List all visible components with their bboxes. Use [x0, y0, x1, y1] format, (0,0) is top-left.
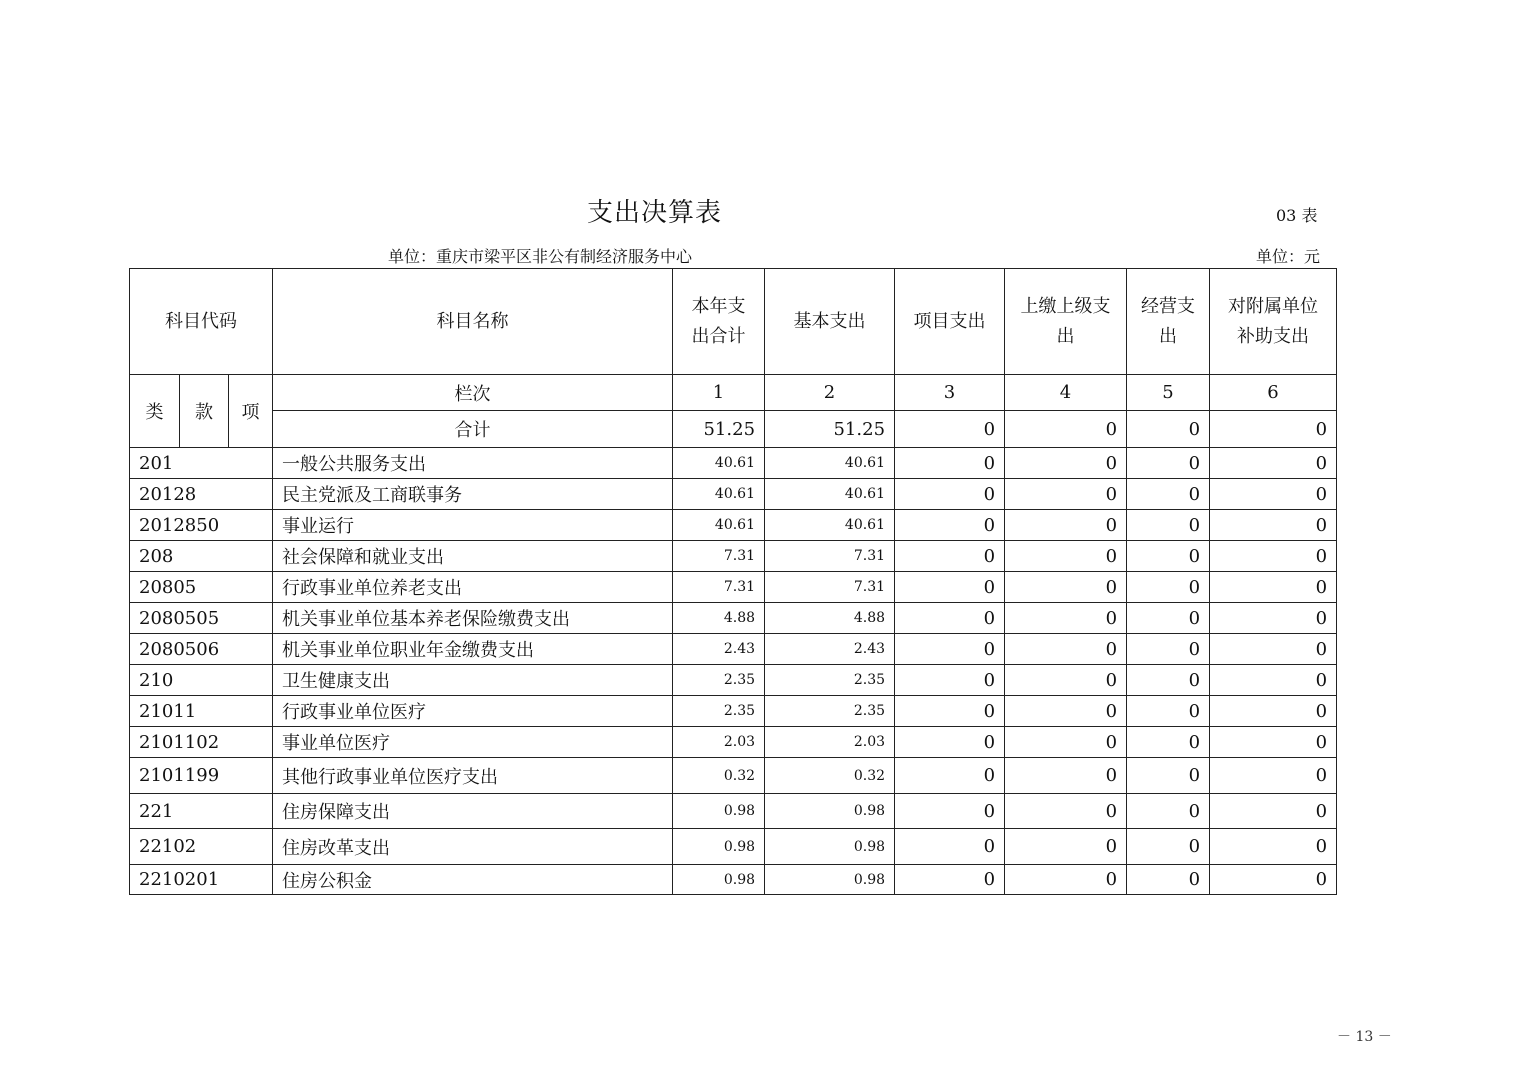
amount-cell: 0 — [1005, 665, 1127, 696]
subject-code: 2080505 — [130, 603, 273, 634]
amount-cell: 0 — [1005, 758, 1127, 794]
page-number: － 13 － — [1337, 1029, 1392, 1045]
amount-cell: 0.98 — [673, 865, 765, 895]
amount-cell: 0 — [1005, 696, 1127, 727]
amount-cell: 0 — [1127, 794, 1210, 829]
subject-code: 20128 — [130, 479, 273, 510]
col-number: 3 — [895, 375, 1005, 411]
amount-cell: 40.61 — [673, 479, 765, 510]
amount-cell: 0.98 — [673, 794, 765, 829]
amount-cell: 0 — [895, 727, 1005, 758]
amount-cell: 0 — [1210, 479, 1337, 510]
table-row — [130, 510, 1337, 541]
amount-cell: 7.31 — [673, 572, 765, 603]
page-title: 支出决算表 — [587, 198, 723, 228]
header-total: 本年支出合计 — [673, 269, 765, 375]
table-number: 03 表 — [1276, 206, 1318, 225]
header-business: 经营支出 — [1127, 269, 1210, 375]
unit-name: 单位：重庆市梁平区非公有制经济服务中心 — [388, 247, 693, 266]
amount-cell: 0 — [895, 572, 1005, 603]
amount-cell: 0 — [1210, 634, 1337, 665]
amount-cell: 0 — [895, 865, 1005, 895]
table-row — [130, 829, 1337, 865]
subject-code: 21011 — [130, 696, 273, 727]
subject-code: 2012850 — [130, 510, 273, 541]
subject-code: 208 — [130, 541, 273, 572]
amount-cell: 2.35 — [765, 665, 895, 696]
amount-cell: 0 — [1210, 572, 1337, 603]
amount-cell: 0 — [1210, 829, 1337, 865]
header-xiang: 项 — [229, 375, 273, 448]
subject-name: 机关事业单位职业年金缴费支出 — [273, 634, 673, 665]
header-project: 项目支出 — [895, 269, 1005, 375]
amount-cell: 40.61 — [673, 448, 765, 479]
amount-cell: 4.88 — [673, 603, 765, 634]
amount-cell: 0.98 — [765, 865, 895, 895]
amount-cell: 0 — [895, 448, 1005, 479]
table-row — [130, 634, 1337, 665]
amount-cell: 0 — [895, 696, 1005, 727]
amount-cell: 40.61 — [765, 448, 895, 479]
subject-code: 221 — [130, 794, 273, 829]
amount-cell: 0 — [1005, 479, 1127, 510]
amount-cell: 0.98 — [765, 829, 895, 865]
amount-cell: 0 — [1210, 510, 1337, 541]
col-number: 5 — [1127, 375, 1210, 411]
table-row — [130, 696, 1337, 727]
subject-name: 民主党派及工商联事务 — [273, 479, 673, 510]
subject-name: 事业运行 — [273, 510, 673, 541]
amount-cell: 2.35 — [673, 665, 765, 696]
column-number-row — [130, 375, 1337, 411]
amount-cell: 0 — [1127, 448, 1210, 479]
header-kuan: 款 — [180, 375, 229, 448]
table-row — [130, 665, 1337, 696]
amount-cell: 0 — [895, 541, 1005, 572]
header-name: 科目名称 — [273, 269, 673, 375]
header-subsidy: 对附属单位补助支出 — [1210, 269, 1337, 375]
amount-cell: 0 — [1127, 829, 1210, 865]
amount-cell: 0 — [1127, 696, 1210, 727]
table-row — [130, 541, 1337, 572]
total-label: 合计 — [273, 411, 673, 448]
amount-cell: 0.32 — [673, 758, 765, 794]
table-row — [130, 727, 1337, 758]
amount-cell: 0 — [1005, 541, 1127, 572]
amount-cell: 40.61 — [765, 479, 895, 510]
subject-name: 事业单位医疗 — [273, 727, 673, 758]
amount-cell: 0 — [1005, 865, 1127, 895]
amount-cell: 0 — [1210, 758, 1337, 794]
amount-cell: 0 — [895, 665, 1005, 696]
amount-cell: 0 — [895, 829, 1005, 865]
col-number: 1 — [673, 375, 765, 411]
subject-code: 2080506 — [130, 634, 273, 665]
amount-cell: 0 — [1005, 794, 1127, 829]
amount-cell: 2.35 — [765, 696, 895, 727]
col-number: 4 — [1005, 375, 1127, 411]
amount-cell: 7.31 — [673, 541, 765, 572]
subject-code: 22102 — [130, 829, 273, 865]
subject-name: 社会保障和就业支出 — [273, 541, 673, 572]
amount-cell: 0.98 — [673, 829, 765, 865]
amount-cell: 0 — [895, 794, 1005, 829]
amount-cell: 0 — [895, 603, 1005, 634]
amount-cell: 0 — [1210, 727, 1337, 758]
total-value: 51.25 — [673, 411, 765, 448]
amount-cell: 40.61 — [673, 510, 765, 541]
subject-code: 20805 — [130, 572, 273, 603]
subject-name: 其他行政事业单位医疗支出 — [273, 758, 673, 794]
amount-cell: 0 — [1005, 510, 1127, 541]
amount-cell: 0 — [895, 634, 1005, 665]
amount-cell: 2.43 — [673, 634, 765, 665]
amount-cell: 0 — [1127, 865, 1210, 895]
subject-code: 210 — [130, 665, 273, 696]
total-value: 51.25 — [765, 411, 895, 448]
amount-cell: 0.32 — [765, 758, 895, 794]
subject-name: 卫生健康支出 — [273, 665, 673, 696]
amount-cell: 0.98 — [765, 794, 895, 829]
amount-cell: 2.43 — [765, 634, 895, 665]
amount-cell: 0 — [1005, 448, 1127, 479]
amount-cell: 0 — [1005, 634, 1127, 665]
amount-cell: 40.61 — [765, 510, 895, 541]
amount-cell: 0 — [1005, 603, 1127, 634]
amount-cell: 0 — [1127, 479, 1210, 510]
amount-cell: 0 — [895, 510, 1005, 541]
header-row — [130, 269, 1337, 375]
amount-cell: 0 — [1127, 510, 1210, 541]
amount-cell: 0 — [1210, 794, 1337, 829]
amount-cell: 4.88 — [765, 603, 895, 634]
amount-cell: 0 — [1127, 572, 1210, 603]
amount-cell: 2.35 — [673, 696, 765, 727]
table-row — [130, 448, 1337, 479]
amount-cell: 0 — [1210, 603, 1337, 634]
table-row — [130, 603, 1337, 634]
subject-name: 一般公共服务支出 — [273, 448, 673, 479]
amount-cell: 0 — [1127, 541, 1210, 572]
amount-cell: 0 — [895, 758, 1005, 794]
col-number: 6 — [1210, 375, 1337, 411]
amount-cell: 7.31 — [765, 541, 895, 572]
amount-cell: 2.03 — [673, 727, 765, 758]
amount-cell: 0 — [1127, 603, 1210, 634]
header-lei: 类 — [130, 375, 180, 448]
subject-code: 2210201 — [130, 865, 273, 895]
amount-cell: 0 — [1210, 865, 1337, 895]
subject-code: 2101102 — [130, 727, 273, 758]
currency-unit: 单位：元 — [1256, 247, 1321, 266]
total-value: 0 — [1005, 411, 1127, 448]
subject-name: 机关事业单位基本养老保险缴费支出 — [273, 603, 673, 634]
subject-name: 行政事业单位医疗 — [273, 696, 673, 727]
amount-cell: 0 — [1210, 665, 1337, 696]
amount-cell: 0 — [1127, 727, 1210, 758]
amount-cell: 0 — [1127, 758, 1210, 794]
table-row — [130, 794, 1337, 829]
total-value: 0 — [1210, 411, 1337, 448]
amount-cell: 0 — [1127, 665, 1210, 696]
header-upper: 上缴上级支出 — [1005, 269, 1127, 375]
table-row — [130, 865, 1337, 895]
header-code: 科目代码 — [130, 269, 273, 375]
amount-cell: 0 — [1210, 448, 1337, 479]
amount-cell: 7.31 — [765, 572, 895, 603]
total-value: 0 — [1127, 411, 1210, 448]
table-row — [130, 479, 1337, 510]
subject-code: 2101199 — [130, 758, 273, 794]
total-value: 0 — [895, 411, 1005, 448]
amount-cell: 0 — [1005, 829, 1127, 865]
table-row — [130, 572, 1337, 603]
subject-name: 住房改革支出 — [273, 829, 673, 865]
total-row — [130, 411, 1337, 448]
subject-name: 住房保障支出 — [273, 794, 673, 829]
amount-cell: 0 — [1005, 727, 1127, 758]
col-number: 2 — [765, 375, 895, 411]
header-lanci: 栏次 — [273, 375, 673, 411]
amount-cell: 2.03 — [765, 727, 895, 758]
amount-cell: 0 — [1005, 572, 1127, 603]
amount-cell: 0 — [1210, 541, 1337, 572]
amount-cell: 0 — [1210, 696, 1337, 727]
amount-cell: 0 — [1127, 634, 1210, 665]
subject-name: 行政事业单位养老支出 — [273, 572, 673, 603]
subject-code: 201 — [130, 448, 273, 479]
header-basic: 基本支出 — [765, 269, 895, 375]
expenditure-table — [129, 268, 1337, 895]
amount-cell: 0 — [895, 479, 1005, 510]
subject-name: 住房公积金 — [273, 865, 673, 895]
table-row — [130, 758, 1337, 794]
